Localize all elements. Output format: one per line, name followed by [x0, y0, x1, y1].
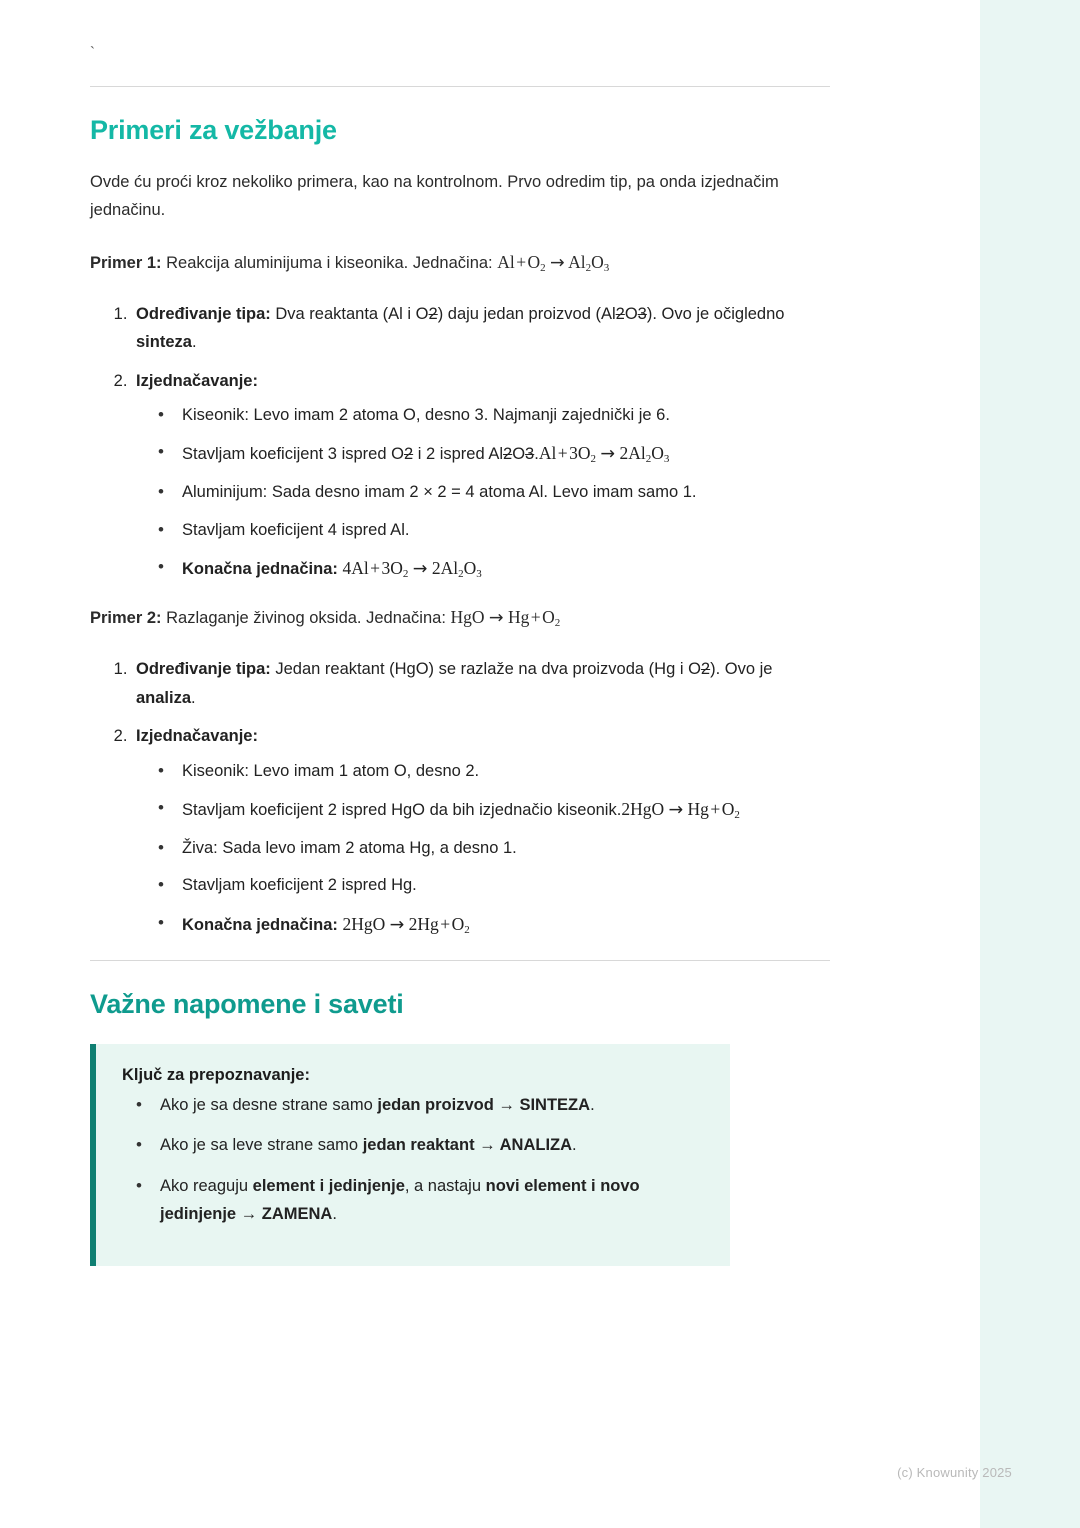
example-2-heading: [90, 602, 830, 633]
example-1-strike-c: 3: [637, 304, 647, 323]
example-1-step-1-text-e: .: [191, 333, 197, 352]
example-2-step-1-text-b: ). Ovo je: [710, 660, 773, 679]
example-2-text: Razlaganje živinog oksida. Jednačina:: [166, 609, 446, 628]
example-1-step-1-text-a: Dva reaktanta (Al i O: [275, 304, 429, 323]
example-2-step-2-label: Izjednačavanje:: [136, 727, 258, 746]
example-2-steps: [90, 655, 830, 939]
example-2-step-2: [132, 722, 830, 940]
bullet-bold-label: Konačna jednačina:: [182, 915, 338, 934]
bullet-text: Kiseonik: Levo imam 2 atoma O, desno 3. Najmanji zajednički je 6.: [182, 405, 670, 424]
bullet-text: Stavljam koeficijent 2 ispred Hg.: [182, 876, 417, 895]
callout-item-pre: Ako je sa leve strane samo: [160, 1136, 363, 1155]
bullet-bold-label: Konačna jednačina:: [182, 560, 338, 579]
section-divider: [90, 960, 830, 961]
list-item: [136, 1131, 704, 1159]
section-intro-paragraph: Ovde ću proći kroz nekoliko primera, kao na kontrolnom. Prvo odredim tip, pa onda izjednačim jednačinu.: [90, 173, 779, 220]
callout-item-pre: Ako je sa desne strane samo: [160, 1095, 378, 1114]
example-1-step-1-bold-end: sinteza: [136, 333, 192, 352]
copyright-watermark: (c) Knowunity 2025: [897, 1465, 1012, 1480]
page-right-gap: [972, 0, 980, 1528]
example-2-step-1-text-e: .: [191, 688, 196, 707]
example-2-step-1: [132, 655, 830, 712]
callout-item-bold: jedan reaktant → ANALIZA: [362, 1136, 573, 1155]
list-item: [158, 834, 830, 862]
bullet-equation: Al + $3O_2 \to 2Al_2O_3$: [538, 443, 670, 466]
list-item: [158, 871, 830, 899]
list-item: [158, 757, 830, 785]
callout-list: [122, 1091, 704, 1229]
example-1-step-1-label: Određivanje tipa:: [136, 304, 271, 323]
callout-item-bold: jedan proizvod → SINTEZA: [377, 1095, 591, 1114]
list-item: [158, 478, 830, 506]
example-1-step-2-bullets: [136, 401, 830, 584]
example-2-step-1-text-a: Jedan reaktant (HgO) se razlaže na dva proizvoda (Hg i O: [275, 660, 701, 679]
list-item: [136, 1172, 704, 1229]
list-item: [158, 909, 830, 940]
bullet-text: Stavljam koeficijent 2 ispred HgO da bih izjednačio kiseonik.: [182, 800, 622, 819]
callout-title: Ključ za prepoznavanje:: [122, 1065, 310, 1084]
stray-backtick: `: [90, 44, 95, 61]
callout-item-pre: Ako reaguju: [160, 1176, 253, 1195]
example-2-equation: HgO → Hg + $O_2$: [450, 607, 561, 630]
example-2-step-1-label: Određivanje tipa:: [136, 660, 271, 679]
callout-item-post: .: [572, 1136, 577, 1155]
list-item: [158, 401, 830, 429]
bullet-equation: 2HgO → 2Hg + $O_2$: [342, 913, 470, 936]
example-2-step-1-bold-end: analiza: [136, 688, 192, 707]
list-item: [136, 1091, 704, 1119]
callout-item-mid: , a nastaju: [404, 1176, 486, 1195]
page-right-decorative-strip: [972, 0, 1080, 1528]
example-1-strike-a: 2: [428, 304, 438, 323]
bullet-text: Aluminijum: Sada desno imam 2 × 2 = 4 atoma Al. Levo imam samo 1.: [182, 483, 697, 502]
example-1-step-1-text-b: ) daju jedan proizvod (Al: [437, 304, 616, 323]
example-1-equation: Al + $O_2 \to Al_2O_3$: [497, 251, 610, 274]
example-1-label: Primer 1:: [90, 253, 162, 272]
example-1-steps: [90, 300, 830, 584]
callout-item-bold: element i jedinjenje: [252, 1176, 405, 1195]
example-1-step-1: [132, 300, 830, 357]
example-1-strike-b: 2: [615, 304, 625, 323]
callout-item-post: .: [590, 1095, 595, 1114]
example-1-text: Reakcija aluminijuma i kiseonika. Jednačina:: [166, 253, 493, 272]
section-title-napomene: Važne napomene i saveti: [90, 988, 404, 1019]
example-1-step-2-label: Izjednačavanje:: [136, 371, 258, 390]
example-1-step-1-text-c: O: [624, 304, 638, 323]
example-1-step-1-text-d: ). Ovo je očigledno: [646, 304, 785, 323]
example-1-heading: [90, 247, 830, 278]
tips-callout: [90, 1044, 730, 1267]
list-item: [158, 516, 830, 544]
bullet-text: Stavljam koeficijent 3 ispred O2 i 2 ispred Al2O3.: [182, 445, 539, 464]
section-title-primeri: Primeri za vežbanje: [90, 115, 337, 145]
example-2-strike-a: 2: [700, 660, 711, 679]
bullet-text: Kiseonik: Levo imam 1 atom O, desno 2.: [182, 761, 480, 780]
bullet-text: Stavljam koeficijent 4 ispred Al.: [182, 520, 410, 539]
callout-item-post: .: [332, 1204, 337, 1223]
list-item: [158, 438, 830, 469]
bullet-equation: 2HgO → Hg + $O_2$: [621, 798, 740, 821]
bullet-equation: 4Al + $3O_2 \to 2Al_2O_3$: [342, 558, 482, 581]
list-item: [158, 553, 830, 584]
example-1-step-2: [132, 367, 830, 585]
example-2-label: Primer 2:: [90, 609, 162, 628]
callout-item-bold-2: novi element i novo jedinjenje → ZAMENA: [160, 1176, 640, 1223]
list-item: [158, 794, 830, 825]
top-divider: [90, 86, 830, 87]
bullet-text: Živa: Sada levo imam 2 atoma Hg, a desno 1.: [182, 838, 517, 857]
example-2-step-2-bullets: [136, 757, 830, 940]
document-content: [90, 40, 830, 1266]
